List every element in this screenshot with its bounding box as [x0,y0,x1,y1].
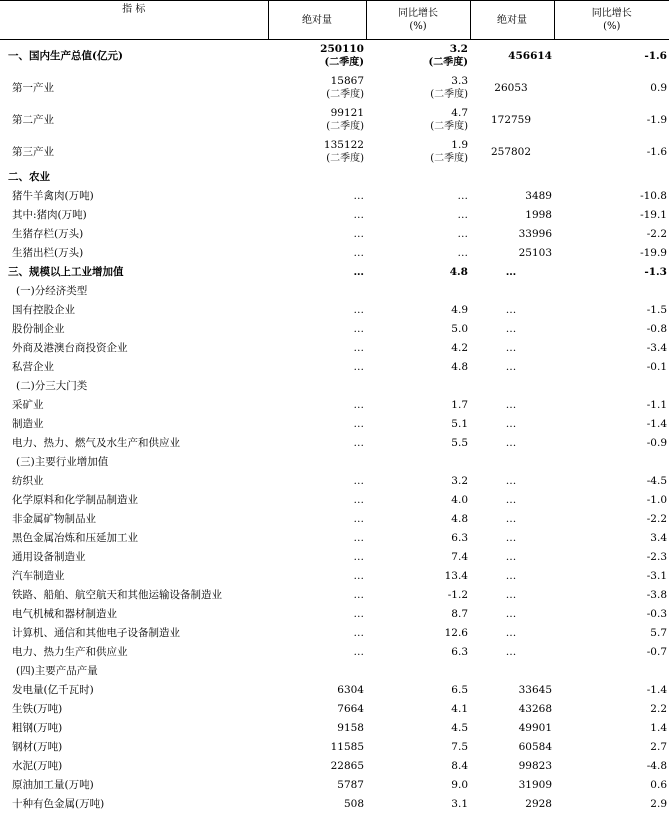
row-label: 电力、热力生产和供应业 [12,646,128,658]
cell-abs-2: … [505,570,517,582]
cell-yoy-1: 8.4 [451,760,468,772]
cell-abs-1: … [353,247,364,259]
cell-abs-2: … [505,513,517,525]
table-row [0,738,669,757]
row-label: 汽车制造业 [12,570,65,582]
table-row [0,700,669,719]
cell-yoy-2: 0.9 [650,82,667,94]
cell-abs-1: … [353,209,364,221]
cell-abs-1: 135122 (二季度) [323,139,364,164]
cell-yoy-2: -3.8 [646,589,667,601]
cell-yoy-1: 13.4 [444,570,468,582]
cell-yoy-1: 3.1 [451,798,468,810]
cell-abs-2: … [505,589,517,601]
row-label: 股份制企业 [12,323,65,335]
cell-abs-1: … [353,570,364,582]
cell-abs-1: … [353,342,364,354]
table-row [0,643,669,662]
cell-abs-1: … [353,361,364,373]
row-label: 电力、热力、燃气及水生产和供应业 [12,437,180,449]
cell-abs-2: 99823 [518,760,552,772]
row-label: 铁路、船舶、航空航天和其他运输设备制造业 [12,589,222,601]
section-title: (一)分经济类型 [16,285,88,297]
row-label: 纺织业 [12,475,44,487]
table-body [0,40,669,814]
cell-yoy-2: -1.4 [646,684,667,696]
table-row [0,548,669,567]
row-label: 一、国内生产总值(亿元) [8,50,123,62]
cell-yoy-2: 0.6 [650,779,667,791]
cell-yoy-2: -4.5 [646,475,667,487]
cell-abs-2: … [505,627,517,639]
cell-yoy-2: -3.4 [646,342,667,354]
cell-abs-1: … [353,475,364,487]
row-label: 钢材(万吨) [12,741,63,753]
cell-abs-1: 7664 [337,703,364,715]
cell-yoy-1: 4.7 (二季度) [430,107,468,132]
table-row [0,719,669,738]
cell-yoy-2: -2.2 [646,228,667,240]
cell-abs-2: … [505,646,517,658]
row-label: 生猪出栏(万头) [12,247,84,259]
cell-yoy-2: -0.1 [646,361,667,373]
cell-abs-2: … [505,342,517,354]
table-row [0,434,669,453]
cell-abs-1: 6304 [337,684,364,696]
table-row [0,263,669,282]
cell-yoy-2: 3.4 [650,532,667,544]
cell-abs-2: … [505,494,517,506]
cell-yoy-1: 9.0 [451,779,468,791]
cell-yoy-1: 3.2 [451,475,468,487]
cell-abs-1: … [353,494,364,506]
cell-abs-2: … [505,437,517,449]
table-row [0,757,669,776]
row-label: 非金属矿物制品业 [12,513,96,525]
table-row [0,491,669,510]
cell-yoy-1: 6.3 [451,532,468,544]
cell-yoy-2: 2.2 [650,703,667,715]
row-label: 生铁(万吨) [12,703,63,715]
cell-abs-2: 49901 [518,722,552,734]
row-label: 十种有色金属(万吨) [12,798,105,810]
cell-abs-2: … [505,532,517,544]
cell-yoy-2: -0.3 [646,608,667,620]
cell-yoy-1: 12.6 [444,627,468,639]
row-label: 粗钢(万吨) [12,722,63,734]
row-label: 原油加工量(万吨) [12,779,94,791]
cell-abs-2: … [505,608,517,620]
table-row [0,301,669,320]
table-header [0,1,669,40]
row-label: 生猪存栏(万头) [12,228,84,240]
cell-abs-2: 43268 [518,703,552,715]
table-row [0,396,669,415]
table-row [0,605,669,624]
row-label: 国有控股企业 [12,304,75,316]
row-label: 第二产业 [12,114,54,126]
table-row [0,339,669,358]
cell-yoy-2: -0.8 [646,323,667,335]
cell-yoy-2: 1.4 [650,722,667,734]
cell-yoy-2: -2.3 [646,551,667,563]
cell-yoy-1: 6.5 [451,684,468,696]
table-row [0,358,669,377]
cell-yoy-1: 1.9 (二季度) [430,139,468,164]
cell-abs-1: 22865 [330,760,364,772]
cell-yoy-1: 5.1 [451,418,468,430]
cell-yoy-2: -3.1 [646,570,667,582]
cell-yoy-2: -1.9 [646,114,667,126]
cell-yoy-1: 6.3 [451,646,468,658]
cell-yoy-1: 4.8 [451,361,468,373]
section-title: (三)主要行业增加值 [16,456,109,468]
row-label: 三、规模以上工业增加值 [8,266,124,278]
row-label: 水泥(万吨) [12,760,63,772]
cell-yoy-2: -1.3 [644,266,667,278]
table-row [0,529,669,548]
section-title-row [0,168,669,187]
cell-yoy-1: 3.3 (二季度) [430,75,468,100]
cell-yoy-2: -1.6 [646,146,667,158]
row-label: 电气机械和器材制造业 [12,608,117,620]
row-label: 发电量(亿千瓦时) [12,684,94,696]
cell-abs-1: … [353,627,364,639]
section-title-row [0,453,669,472]
cell-abs-2: … [505,475,517,487]
cell-abs-2: 172759 [490,114,532,126]
cell-yoy-2: -2.2 [646,513,667,525]
cell-yoy-1: -1.2 [447,589,468,601]
cell-yoy-1: … [457,247,468,259]
cell-abs-1: … [353,532,364,544]
section-title-row [0,377,669,396]
table-row [0,320,669,339]
table-row [0,415,669,434]
cell-yoy-2: -1.4 [646,418,667,430]
table-row [0,776,669,795]
table-row [0,586,669,605]
row-label: 通用设备制造业 [12,551,86,563]
cell-abs-2: 257802 [490,146,532,158]
cell-yoy-2: -1.5 [646,304,667,316]
cell-yoy-2: -0.9 [646,437,667,449]
cell-yoy-1: … [457,190,468,202]
cell-abs-1: … [353,551,364,563]
cell-abs-1: 15867 (二季度) [326,75,364,100]
cell-yoy-2: 2.7 [650,741,667,753]
table-row [0,136,669,168]
cell-abs-1: 250110 (二季度) [320,43,364,68]
cell-yoy-1: 4.8 [449,266,468,278]
cell-abs-1: … [353,608,364,620]
table-row [0,225,669,244]
cell-yoy-2: 2.9 [650,798,667,810]
table-row [0,72,669,104]
table-row [0,624,669,643]
section-title: (二)分三大门类 [16,380,88,392]
cell-abs-1: 508 [343,798,364,810]
header-yoy-2: 同比增长 (%) [554,1,669,40]
cell-abs-1: … [353,589,364,601]
cell-yoy-1: 4.9 [451,304,468,316]
row-label: 黑色金属冶炼和压延加工业 [12,532,138,544]
section-title-row [0,662,669,681]
cell-yoy-2: -19.9 [640,247,667,259]
cell-yoy-2: -0.7 [646,646,667,658]
cell-abs-1: … [353,323,364,335]
cell-yoy-2: -10.8 [640,190,667,202]
cell-abs-1: 11585 [330,741,364,753]
section-title: 二、农业 [8,171,50,183]
cell-abs-2: 25103 [518,247,552,259]
table-row [0,104,669,136]
row-label: 外商及港澳台商投资企业 [12,342,128,354]
row-label: 猪牛羊禽肉(万吨) [12,190,94,202]
row-label: 制造业 [12,418,44,430]
cell-abs-2: 33645 [518,684,552,696]
cell-yoy-1: 1.7 [451,399,468,411]
header-indicator: 指 标 [0,1,268,40]
row-label: 第三产业 [12,146,54,158]
cell-abs-2: 456614 [508,50,552,62]
cell-abs-1: 99121 (二季度) [326,107,364,132]
cell-abs-2: 60584 [518,741,552,753]
cell-abs-1: … [353,304,364,316]
cell-abs-2: 3489 [525,190,552,202]
cell-abs-1: … [353,513,364,525]
table-row [0,244,669,263]
cell-yoy-2: -1.0 [646,494,667,506]
cell-yoy-2: 5.7 [650,627,667,639]
table-row [0,187,669,206]
row-label: 第一产业 [12,82,54,94]
cell-abs-2: … [505,266,517,278]
cell-abs-1: … [353,228,364,240]
cell-yoy-2: -4.8 [646,760,667,772]
row-label: 化学原料和化学制品制造业 [12,494,138,506]
table-row [0,510,669,529]
section-title: (四)主要产品产量 [16,665,98,677]
row-label: 采矿业 [12,399,44,411]
cell-yoy-1: … [457,209,468,221]
cell-yoy-2: -1.1 [646,399,667,411]
table-row [0,472,669,491]
cell-abs-2: … [505,361,517,373]
cell-yoy-1: 8.7 [451,608,468,620]
cell-abs-2: 31909 [518,779,552,791]
cell-abs-2: 33996 [518,228,552,240]
row-label: 计算机、通信和其他电子设备制造业 [12,627,180,639]
header-abs-2: 绝对量 [470,1,554,40]
cell-abs-1: … [353,190,364,202]
cell-abs-1: … [353,437,364,449]
cell-yoy-1: 3.2 (二季度) [428,43,468,68]
table-row [0,795,669,814]
row-label: 私营企业 [12,361,54,373]
cell-abs-1: … [353,399,364,411]
cell-yoy-1: … [457,228,468,240]
cell-yoy-1: 7.4 [451,551,468,563]
cell-abs-1: 9158 [337,722,364,734]
cell-yoy-2: -19.1 [640,209,667,221]
cell-abs-1: 5787 [337,779,364,791]
cell-yoy-1: 4.5 [451,722,468,734]
cell-yoy-1: 4.0 [451,494,468,506]
cell-abs-2: … [505,323,517,335]
cell-yoy-1: 4.1 [451,703,468,715]
cell-yoy-1: 5.0 [451,323,468,335]
table-row [0,206,669,225]
table-row-gdp [0,40,669,73]
cell-yoy-1: 7.5 [451,741,468,753]
row-label: 其中:猪肉(万吨) [12,209,87,221]
table-row [0,567,669,586]
cell-abs-2: … [505,399,517,411]
cell-abs-1: … [353,646,364,658]
cell-abs-2: … [505,304,517,316]
cell-abs-2: 26053 [494,82,528,94]
table-row [0,681,669,700]
header-yoy-1: 同比增长 (%) [366,1,470,40]
cell-abs-1: … [353,266,364,278]
cell-abs-2: … [505,551,517,563]
cell-abs-2: 1998 [525,209,552,221]
section-title-row [0,282,669,301]
cell-yoy-1: 4.2 [451,342,468,354]
cell-yoy-1: 5.5 [451,437,468,449]
cell-abs-1: … [353,418,364,430]
cell-abs-2: 2928 [525,798,552,810]
header-abs-1: 绝对量 [268,1,366,40]
cell-yoy-2: -1.6 [644,50,667,62]
cell-abs-2: … [505,418,517,430]
cell-yoy-1: 4.8 [451,513,468,525]
